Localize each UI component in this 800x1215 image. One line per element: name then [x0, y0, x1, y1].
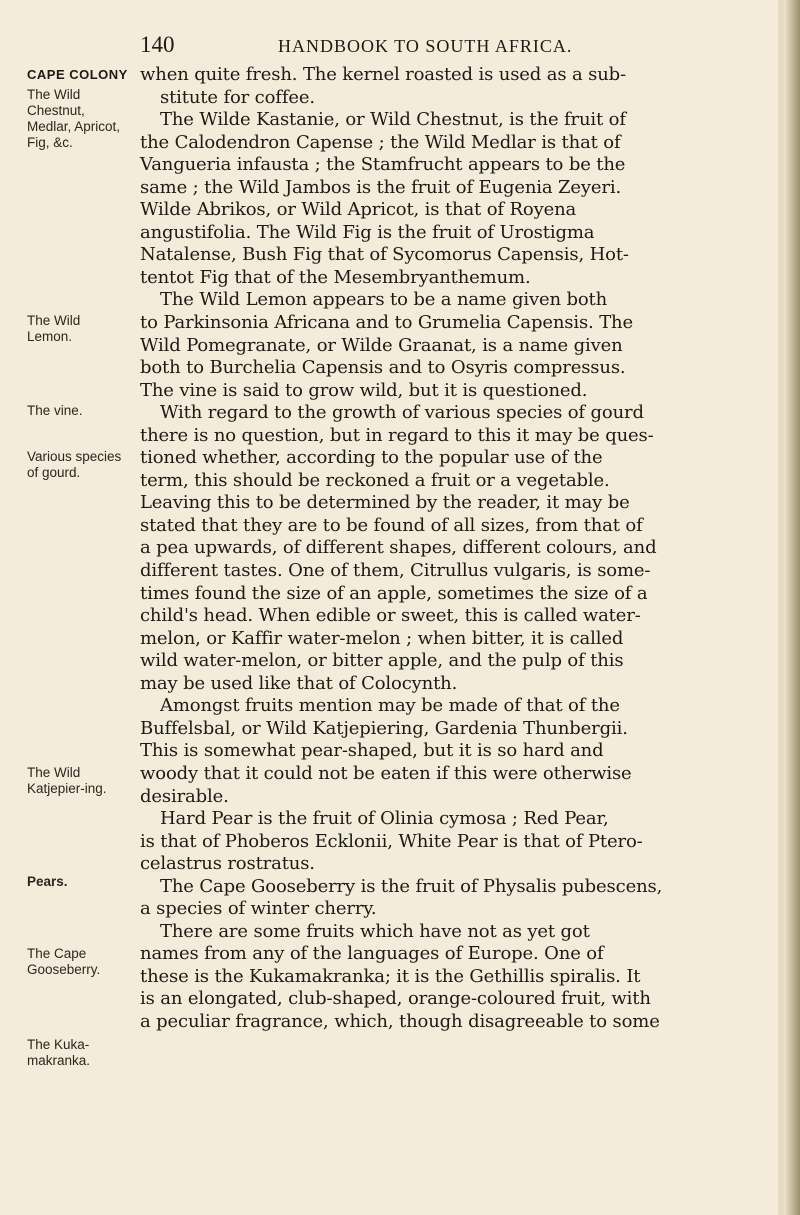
body-text [140, 64, 780, 1034]
margin-note-cape-gooseberry: The Cape Gooseberry. [27, 946, 101, 977]
text-line: Vangueria infausta ; the Stamfrucht appears to be the [140, 154, 626, 176]
margin-note-gourd: Various species of gourd. [27, 449, 122, 480]
margin-note-katjepiering: The Wild Katjepier-ing. [27, 765, 107, 796]
text-line: tentot Fig that of the Mesembryanthemum. [140, 266, 531, 288]
text-line: woody that it could not be eaten if this were otherwise [140, 762, 632, 784]
text-line: names from any of the languages of Europe. One of [140, 943, 604, 965]
text-line: when quite fresh. The kernel roasted is used as a sub- [140, 64, 626, 85]
text-line: is an elongated, club-shaped, orange-coloured fruit, with [140, 988, 651, 1010]
text-line: child's head. When edible or sweet, this is called water- [140, 605, 641, 627]
text-line: The Wilde Kastanie, or Wild Chestnut, is the fruit of [160, 109, 626, 131]
text-line: There are some fruits which have not as yet got [160, 920, 590, 942]
text-line: Natalense, Bush Fig that of Sycomorus Capensis, Hot- [140, 244, 629, 266]
margin-note-pears: Pears. [27, 874, 68, 889]
text-line: Hard Pear is the fruit of Olinia cymosa ; Red Pear, [160, 808, 609, 830]
text-line: times found the size of an apple, sometimes the size of a [140, 582, 648, 604]
text-line: there is no question, but in regard to this it may be ques- [140, 424, 654, 446]
text-line: to Parkinsonia Africana and to Grumelia Capensis. The [140, 312, 634, 334]
text-line: Wilde Abrikos, or Wild Apricot, is that of Royena [140, 199, 577, 221]
text-line: Leaving this to be determined by the reader, it may be [140, 492, 630, 514]
text-line: is that of Phoberos Ecklonii, White Pear is that of Ptero- [140, 830, 643, 852]
text-line: tioned whether, according to the popular use of the [140, 447, 603, 469]
text-line: a peculiar fragrance, which, though disagreeable to some [140, 1010, 660, 1032]
text-line: Wild Pomegranate, or Wilde Graanat, is a name given [140, 334, 623, 356]
text-line: a species of winter cherry. [140, 898, 377, 920]
text-line: a pea upwards, of different shapes, different colours, and [140, 537, 657, 559]
text-line: angustifolia. The Wild Fig is the fruit of Urostigma [140, 221, 595, 243]
page-edge [784, 0, 800, 1215]
margin-note-kukamakranka: The Kuka-makranka. [27, 1037, 91, 1068]
running-head: HANDBOOK TO SOUTH AFRICA. [278, 36, 573, 56]
text-line: melon, or Kaffir water-melon ; when bitter, it is called [140, 627, 624, 649]
text-line: different tastes. One of them, Citrullus vulgaris, is some- [140, 560, 651, 582]
margin-note-wild-lemon: The Wild Lemon. [27, 313, 81, 344]
text-line: The Cape Gooseberry is the fruit of Physalis pubescens, [160, 875, 663, 897]
text-line: same ; the Wild Jambos is the fruit of Eugenia Zeyeri. [140, 176, 622, 198]
text-line: these is the Kukamakranka; it is the Gethillis spiralis. It [140, 965, 641, 987]
text-line: wild water-melon, or bitter apple, and the pulp of this [140, 650, 624, 672]
text-line: The Wild Lemon appears to be a name given both [160, 289, 608, 311]
text-line: Amongst fruits mention may be made of that of the [160, 695, 620, 717]
text-line: celastrus rostratus. [140, 853, 315, 875]
text-line: This is somewhat pear-shaped, but it is so hard and [140, 740, 604, 762]
text-line: With regard to the growth of various species of gourd [160, 402, 644, 424]
margin-note-vine: The vine. [27, 403, 83, 418]
margin-note-wild-chestnut: The Wild Chestnut, Medlar, Apricot, Fig, &c. [27, 87, 121, 150]
text-line: term, this should be reckoned a fruit or a vegetable. [140, 469, 610, 491]
text-line: both to Burchelia Capensis and to Osyris compressus. [140, 357, 626, 379]
text-line: stated that they are to be found of all sizes, from that of [140, 514, 643, 536]
text-line: desirable. [140, 785, 229, 807]
section-tag: CAPE COLONY [27, 67, 128, 82]
page-number: 140 [140, 32, 175, 57]
text-line: stitute for coffee. [160, 86, 315, 108]
page-header [140, 22, 780, 57]
text-line: The vine is said to grow wild, but it is questioned. [140, 379, 588, 401]
text-line: may be used like that of Colocynth. [140, 672, 458, 694]
text-line: Buffelsbal, or Wild Katjepiering, Gardenia Thunbergii. [140, 717, 628, 739]
text-line: the Calodendron Capense ; the Wild Medlar is that of [140, 131, 621, 153]
